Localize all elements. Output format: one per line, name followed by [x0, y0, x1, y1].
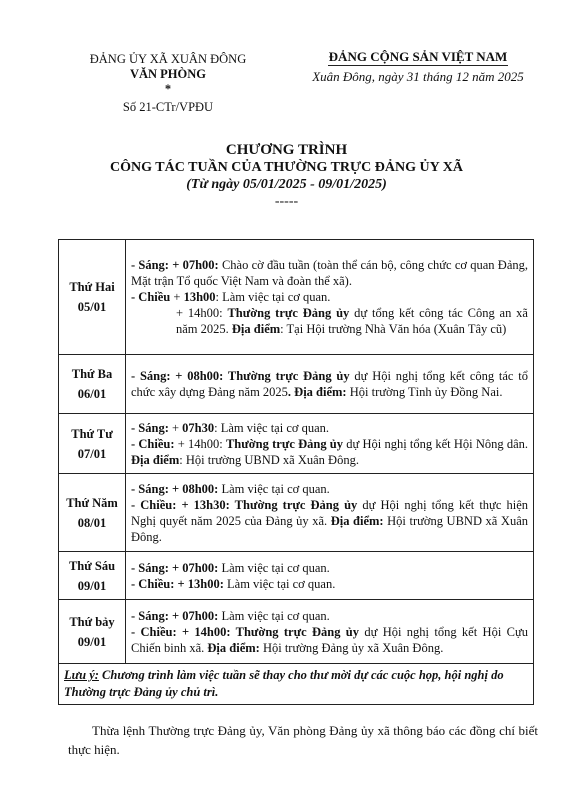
day-name: Thứ Sáu [68, 558, 116, 573]
office-name: VĂN PHÒNG [129, 67, 207, 81]
activity-time: - Chiều: [131, 436, 175, 451]
activity-time: - Sáng: + 07h00: [131, 258, 219, 272]
day-cell [59, 600, 126, 664]
activity-text: + [170, 290, 184, 304]
document-number: Số 21-CTr/VPĐU [122, 100, 214, 114]
activity-time: - Chiều: + 13h00: [131, 576, 224, 591]
activity-time: 13h00 [183, 290, 216, 304]
closing-paragraph: Thừa lệnh Thường trực Đảng ủy, Văn phòng Đảng ủy xã thông báo các đồng chí biết thực hiện. [68, 723, 538, 757]
location-label: Địa điểm [131, 452, 180, 467]
party-name: ĐẢNG CỘNG SẢN VIỆT NAM [328, 49, 508, 64]
activity-text: : Làm việc tại cơ quan. [214, 420, 330, 435]
day-date: 07/01 [77, 446, 107, 461]
schedule-table [58, 239, 534, 705]
activity-cell [126, 600, 534, 664]
activity-text: dự Hội nghị tổng kết Hội Nông dân. [343, 436, 528, 451]
activity-time: - Sáng: + 08h00: Thường trực Đảng ủy [131, 369, 350, 383]
attendee: Thường trực Đảng ủy [225, 436, 343, 451]
note-cell [59, 664, 534, 705]
org-name: ĐẢNG ỦY XÃ XUÂN ĐÔNG [89, 52, 247, 66]
location-text: Hội trường UBND xã Xuân Đông. [131, 513, 528, 544]
activity-text: dự Hội nghị tổng kết Hội Cựu Chiến binh xã. [131, 624, 528, 655]
schedule-row [59, 600, 534, 664]
note-label: Lưu ý: [64, 668, 99, 682]
activity-text: Làm việc tại cơ quan. [223, 576, 336, 591]
location-text: Hội trường Đảng ủy xã Xuân Đông. [259, 640, 444, 655]
title-separator: ----- [274, 194, 299, 209]
activity-text: dự Hội nghị tổng kết thực hiện Nghị quyết năm 2025 của Đảng ủy xã. [131, 497, 528, 528]
day-cell [59, 552, 126, 600]
activity-cell [126, 474, 534, 552]
activity-text: + [168, 420, 183, 435]
activity-time: + 14h00: [176, 306, 228, 320]
day-date: 06/01 [77, 387, 107, 401]
schedule-row [59, 552, 534, 600]
activity-cell [126, 414, 534, 474]
note-text: Chương trình làm việc tuần sẽ thay cho thư mời dự các cuộc họp, hội nghị do Thường trực Đảng ủy chủ trì. [64, 668, 504, 699]
activity-text: Làm việc tại cơ quan. [218, 608, 330, 623]
activity-text: + 14h00: [174, 436, 226, 451]
doc-subtitle: CÔNG TÁC TUẦN CỦA THƯỜNG TRỰC ĐẢNG ỦY XÃ [110, 160, 463, 175]
activity-text: dự Hội nghị tổng kết công tác tổ chức xây dựng Đảng năm 2025 [131, 369, 528, 399]
day-cell [59, 414, 126, 474]
day-cell [59, 240, 126, 355]
location-text: : Hội trường UBND xã Xuân Đông. [179, 452, 359, 467]
header-left [68, 52, 268, 115]
activity-text: Làm việc tại cơ quan. [218, 560, 330, 575]
day-date: 09/01 [77, 634, 107, 649]
schedule-row [59, 474, 534, 552]
activity-time: - Sáng: [131, 420, 169, 435]
day-cell [59, 474, 126, 552]
location-label: . Địa điểm: [287, 385, 347, 399]
activity-time: - Sáng: + 07h00: [131, 608, 219, 623]
day-date: 05/01 [77, 300, 107, 314]
attendee: Thường trực Đảng ủy [227, 306, 350, 320]
day-name: Thứ Năm [66, 495, 118, 510]
activity-cell [126, 552, 534, 600]
date-range: (Từ ngày 05/01/2025 - 09/01/2025) [186, 177, 387, 192]
day-name: Thứ bảy [69, 614, 115, 629]
location-label: Địa điểm: [330, 513, 384, 528]
activity-text: Chào cờ đầu tuần (toàn thể cán bộ, công chức cơ quan Đảng, Mặt trận Tổ quốc Việt Nam và đoàn thể xã). [131, 258, 528, 288]
doc-title: CHƯƠNG TRÌNH [225, 142, 348, 158]
star-mark: * [164, 82, 172, 96]
header-right [288, 48, 548, 85]
location-text: Hội trường Tỉnh ủy Đồng Nai. [346, 385, 503, 399]
activity-text: Làm việc tại cơ quan. [218, 481, 330, 496]
day-date: 09/01 [77, 578, 107, 593]
activity-time: - Sáng: + 08h00: [131, 481, 219, 496]
activity-cell [126, 355, 534, 414]
party-underline [328, 65, 508, 66]
schedule-row [59, 355, 534, 414]
schedule-row [59, 414, 534, 474]
activity-text: : Làm việc tại cơ quan. [215, 290, 331, 304]
location-label: Địa điểm [231, 322, 281, 336]
day-date: 08/01 [77, 515, 107, 530]
day-name: Thứ Hai [69, 280, 115, 294]
day-name: Thứ Tư [71, 426, 113, 441]
activity-time: - Chiều [131, 290, 171, 304]
title-block [40, 142, 533, 210]
activity-time: - Sáng: + 07h00: [131, 560, 219, 575]
location-label: Địa điểm: [207, 640, 260, 655]
day-cell [59, 355, 126, 414]
schedule-row [59, 240, 534, 355]
activity-time: 07h30 [182, 420, 215, 435]
location-text: : Tại Hội trường Nhà Văn hóa (Xuân Tây cũ) [280, 322, 507, 336]
note-row [59, 664, 534, 705]
activity-time: - Chiều: + 14h00: Thường trực Đảng ủy [131, 624, 360, 639]
activity-time: - Chiều: + 13h30: Thường trực Đảng ủy [131, 497, 358, 512]
date-line: Xuân Đông, ngày 31 tháng 12 năm 2025 [312, 69, 524, 84]
activity-cell [126, 240, 534, 355]
day-name: Thứ Ba [71, 367, 113, 381]
activity-text: dự tổng kết công tác Công an xã năm 2025. [176, 306, 528, 336]
